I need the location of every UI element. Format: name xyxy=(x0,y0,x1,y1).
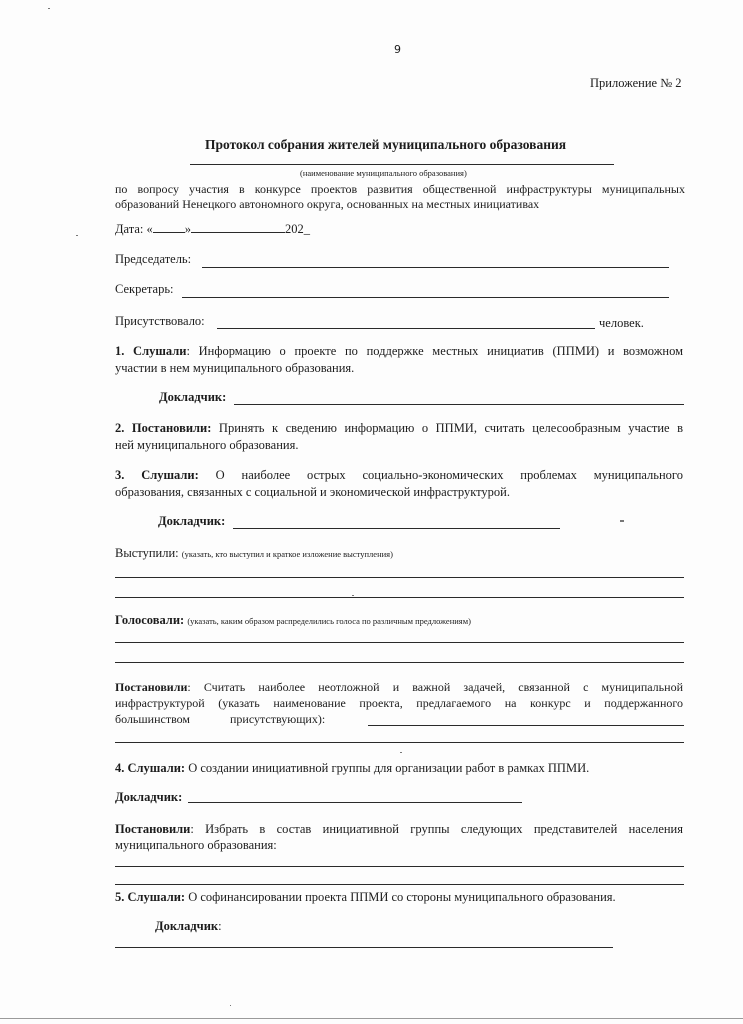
voted-hint: (указать, каким образом распределились голоса по различным предложениям) xyxy=(187,616,471,626)
item3-line-2: образования, связанных с социальной и экономической инфраструктурой. xyxy=(115,485,510,499)
scan-speck xyxy=(352,595,354,596)
decided-line-3b: присутствующих): xyxy=(230,712,326,726)
decided4-line-blank-1 xyxy=(115,866,684,867)
item1-line-2: участии в нем муниципального образования. xyxy=(115,361,355,375)
intro-line-1: по вопросу участия в конкурсе проектов развития общественной инфраструктуры муниципальных xyxy=(115,182,685,196)
decided4-text: : Избрать в состав инициативной группы следующих представителей населения xyxy=(190,822,683,836)
voted-row xyxy=(115,612,471,628)
item1-text: : Информацию о проекте по поддержке местных инициатив (ППМИ) и возможном xyxy=(186,344,683,358)
item3-head: 3. Слушали: xyxy=(115,468,199,482)
spoke-line-1 xyxy=(115,577,684,578)
decided-line-3a: большинством xyxy=(115,712,191,726)
scan-speck xyxy=(230,1005,231,1006)
date-year: 202_ xyxy=(285,222,311,236)
speaker5-row xyxy=(155,918,222,934)
decided4-line-blank-2 xyxy=(115,884,684,885)
voted-label: Голосовали: xyxy=(115,613,185,627)
date-day-blank xyxy=(153,232,185,233)
spoke-row xyxy=(115,545,393,561)
decided-line-blank-1 xyxy=(368,725,684,726)
item1-head: 1. Слушали xyxy=(115,344,187,358)
voted-line-1 xyxy=(115,642,684,643)
intro-line-2: образований Ненецкого автономного округа, основанных на местных инициативах xyxy=(115,197,540,211)
speaker3-line xyxy=(233,528,560,529)
decided-text: : Считать наиболее неотложной и важной задачей, связанной с муниципальной xyxy=(187,680,683,694)
date-row xyxy=(115,221,310,237)
scan-speck xyxy=(400,752,402,753)
present-line xyxy=(217,328,595,329)
item5-head: 5. Слушали: xyxy=(115,890,186,904)
municipality-name-caption: (наименование муниципального образования) xyxy=(300,168,467,178)
item5-text: О софинансировании проекта ППМИ со стороны муниципального образования. xyxy=(185,890,616,904)
speaker5-colon: : xyxy=(218,919,222,933)
scan-speck xyxy=(48,8,50,9)
page-title: Протокол собрания жителей муниципального образования xyxy=(205,137,567,152)
decided-line-blank-2 xyxy=(115,742,684,743)
scan-speck xyxy=(76,235,78,236)
speaker5-label: Докладчик xyxy=(155,919,219,933)
date-label: Дата: « xyxy=(115,222,153,236)
decided4-line-1 xyxy=(115,821,683,837)
date-month-blank xyxy=(191,232,285,233)
chairman-label: Председатель: xyxy=(115,252,192,266)
spoke-line-2 xyxy=(115,597,684,598)
decided-head: Постановили xyxy=(115,680,188,694)
voted-line-2 xyxy=(115,662,684,663)
present-suffix: человек. xyxy=(599,316,644,330)
speaker1-label: Докладчик: xyxy=(159,390,227,404)
item2-line-1 xyxy=(115,420,683,436)
municipality-name-line xyxy=(190,164,614,165)
spoke-hint: (указать, кто выступил и краткое изложение выступления) xyxy=(181,549,393,559)
scan-edge xyxy=(0,1018,743,1019)
secretary-line xyxy=(182,297,669,298)
speaker4-label: Докладчик: xyxy=(115,790,183,804)
chairman-line xyxy=(202,267,669,268)
item4-head: 4. Слушали: xyxy=(115,761,186,775)
item5-line xyxy=(115,889,616,905)
item3-text: О наиболее острых социально-экономических проблемах муниципального xyxy=(198,468,683,482)
item4-line xyxy=(115,760,589,776)
item2-head: 2. Постановили: xyxy=(115,421,212,435)
item2-text: Принять к сведению информацию о ППМИ, считать целесообразным участие в xyxy=(211,421,683,435)
decided4-line-2: муниципального образования: xyxy=(115,838,277,852)
speaker4-line xyxy=(188,802,522,803)
secretary-label: Секретарь: xyxy=(115,282,174,296)
speaker1-line xyxy=(234,404,684,405)
speaker3-label: Докладчик: xyxy=(158,514,226,528)
page-number: 9 xyxy=(394,43,401,56)
decided4-head: Постановили xyxy=(115,822,191,836)
present-label: Присутствовало: xyxy=(115,314,205,328)
decided-line-1 xyxy=(115,679,683,695)
date-quote: » xyxy=(184,222,192,236)
appendix-label: Приложение № 2 xyxy=(590,76,682,90)
spoke-label: Выступили: xyxy=(115,546,179,560)
decided-line-2: инфраструктурой (указать наименование проекта, предлагаемого на конкурс и поддержанного xyxy=(115,696,683,710)
item3-line-1 xyxy=(115,467,683,483)
speaker5-line xyxy=(115,947,613,948)
item4-text: О создании инициативной группы для организации работ в рамках ППМИ. xyxy=(185,761,590,775)
item1-line-1 xyxy=(115,343,683,359)
item2-line-2: ней муниципального образования. xyxy=(115,438,299,452)
scan-speck xyxy=(620,520,624,522)
